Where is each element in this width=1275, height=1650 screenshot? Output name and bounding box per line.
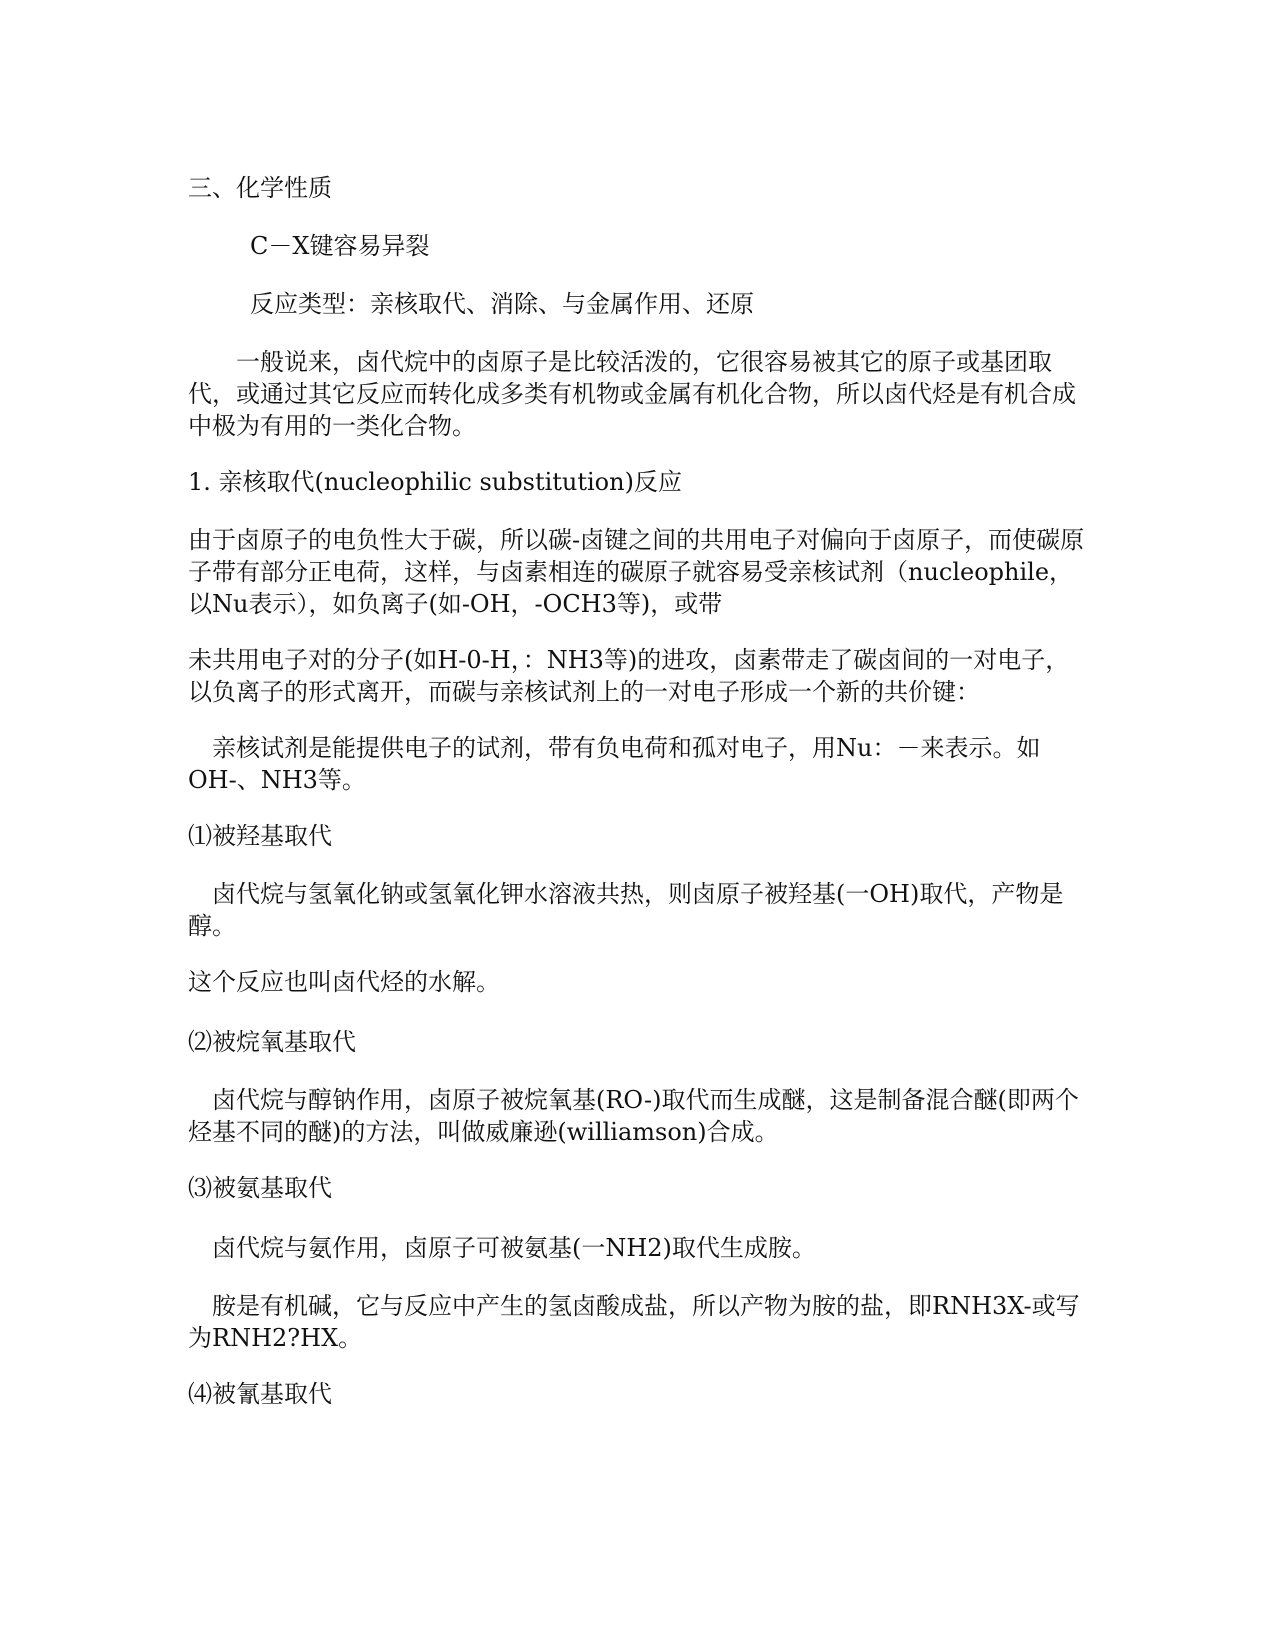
section-heading: 三、化学性质 <box>188 174 332 202</box>
item-hydroxyl-heading: ⑴被羟基取代 <box>188 822 332 850</box>
paragraph-nucleophile-definition: 亲核试剂是能提供电子的试剂，带有负电荷和孤对电子，用Nu：－来表示。如OH-、NH3等。 <box>188 734 1041 794</box>
item-alkoxy-text: 卤代烷与醇钠作用，卤原子被烷氧基(RO-)取代而生成醚，这是制备混合醚(即两个烃基不同的醚)的方法，叫做威廉逊(williamson)合成。 <box>188 1086 1079 1146</box>
item-amino-heading: ⑶被氨基取代 <box>188 1174 332 1202</box>
paragraph-nucleophile-attack: 未共用电子对的分子(如H-0-H，：NH3等)的进攻，卤素带走了碳卤间的一对电子，以负离子的形式离开，而碳与亲核试剂上的一对电子形成一个新的共价键： <box>188 646 1070 706</box>
paragraph-electronegativity: 由于卤原子的电负性大于碳，所以碳-卤键之间的共用电子对偏向于卤原子，而使碳原子带有部分正电荷，这样，与卤素相连的碳原子就容易受亲核试剂（nucleophile，以Nu表示），如负离子(如-OH，-OCH3等)，或带 <box>188 526 1085 618</box>
item-amino-note: 胺是有机碱，它与反应中产生的氢卤酸成盐，所以产物为胺的盐，即RNH3X-或写为RNH2?HX。 <box>188 1292 1080 1352</box>
subheading-nucleophilic-substitution: 1. 亲核取代(nucleophilic substitution)反应 <box>188 468 682 496</box>
item-hydroxyl-text: 卤代烷与氢氧化钠或氢氧化钾水溶液共热，则卤原子被羟基(一OH)取代，产物是醇。 <box>188 880 1064 940</box>
item-hydroxyl-note: 这个反应也叫卤代烃的水解。 <box>188 968 500 996</box>
item-alkoxy-heading: ⑵被烷氧基取代 <box>188 1028 356 1056</box>
reaction-types: 反应类型：亲核取代、消除、与金属作用、还原 <box>250 290 754 318</box>
item-cyano-heading: ⑷被氰基取代 <box>188 1380 332 1408</box>
bond-note: C－X键容易异裂 <box>250 232 430 260</box>
item-amino-text: 卤代烷与氨作用，卤原子可被氨基(一NH2)取代生成胺。 <box>188 1234 816 1262</box>
intro-paragraph: 一般说来，卤代烷中的卤原子是比较活泼的，它很容易被其它的原子或基团取代，或通过其它反应而转化成多类有机物或金属有机化合物，所以卤代烃是有机合成中极为有用的一类化合物。 <box>188 348 1076 440</box>
